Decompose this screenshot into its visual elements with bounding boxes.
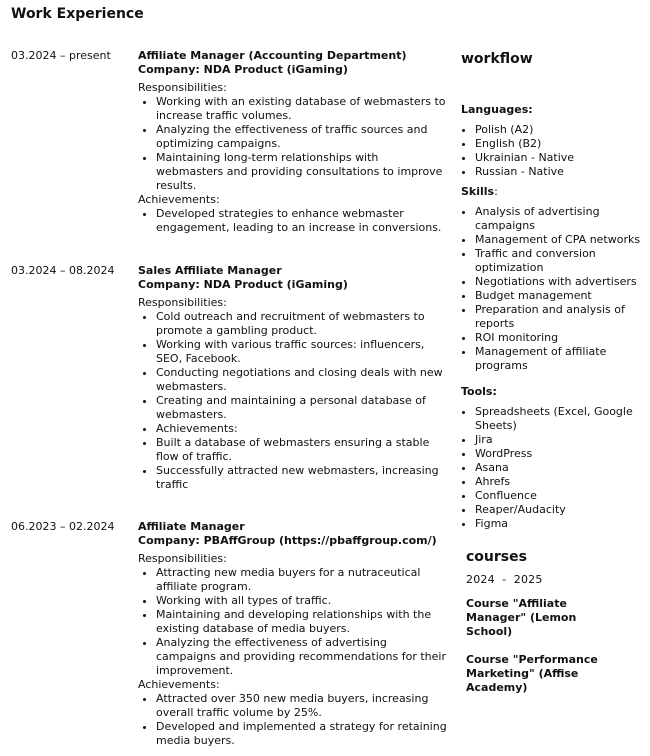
list-item: • Working with various traffic sources: influencers, SEO, Facebook. [156, 338, 448, 366]
list-item: • Negotiations with advertisers [475, 275, 650, 289]
tools-list [461, 405, 650, 531]
responsibilities-list [138, 95, 448, 193]
course-item: Course "Affiliate Manager" (Lemon School) [466, 597, 577, 638]
workflow-title: workflow [461, 51, 533, 67]
job-date: 06.2023 – 02.2024 [11, 520, 115, 533]
job-body [138, 49, 448, 235]
list-item: • Polish (A2) [475, 123, 650, 137]
course-item: Course "Performance Marketing" (Affise Academy) [466, 653, 598, 694]
list-item: • Ahrefs [475, 475, 650, 489]
work-experience-list [11, 49, 451, 748]
achievements-list [138, 692, 448, 748]
list-item: • Attracting new media buyers for a nutraceutical affiliate program. [156, 566, 448, 594]
list-item: • Working with an existing database of webmasters to increase traffic volumes. [156, 95, 448, 123]
list-item: • English (B2) [475, 137, 650, 151]
list-item: • Built a database of webmasters ensuring a stable flow of traffic. [156, 436, 448, 464]
courses-title: courses [466, 549, 527, 565]
list-item: • Working with all types of traffic. [156, 594, 448, 608]
job-company: Company: PBAffGroup (https://pbaffgroup.com/) [138, 534, 437, 547]
skills-list [461, 205, 650, 373]
list-item: • Figma [475, 517, 650, 531]
achievements-label: Achievements: [138, 193, 220, 206]
job-entry [11, 264, 451, 520]
list-item: • WordPress [475, 447, 650, 461]
list-item: • Developed strategies to enhance webmaster engagement, leading to an increase in conversions. [156, 207, 448, 235]
list-item: • Management of CPA networks [475, 233, 650, 247]
job-date: 03.2024 – 08.2024 [11, 264, 115, 277]
list-item: • Maintaining and developing relationships with the existing database of media buyers. [156, 608, 448, 636]
responsibilities-list [138, 566, 448, 678]
list-item: • Asana [475, 461, 650, 475]
job-title: Affiliate Manager [138, 520, 245, 533]
list-item: • ROI monitoring [475, 331, 650, 345]
skills-colon: : [494, 185, 498, 198]
list-item: • Russian - Native [475, 165, 650, 179]
list-item: • Management of affiliate programs [475, 345, 650, 373]
list-item: • Cold outreach and recruitment of webmasters to promote a gambling product. [156, 310, 448, 338]
courses-section [466, 549, 650, 695]
job-title: Affiliate Manager (Accounting Department) [138, 49, 407, 62]
job-entry [11, 49, 451, 264]
course-years: 2024 - 2025 [466, 573, 543, 586]
list-item: • Analyzing the effectiveness of traffic sources and optimizing campaigns. [156, 123, 448, 151]
list-item: • Analyzing the effectiveness of advertising campaigns and providing recommendations for their improvement. [156, 636, 448, 678]
list-item: • Creating and maintaining a personal database of webmasters. [156, 394, 448, 422]
list-item: • Successfully attracted new webmasters, increasing traffic [156, 464, 448, 492]
list-item: • Jira [475, 433, 650, 447]
list-item: • Conducting negotiations and closing deals with new webmasters. [156, 366, 448, 394]
job-body [138, 264, 448, 492]
responsibilities-label: Responsibilities: [138, 81, 227, 94]
list-item: • Budget management [475, 289, 650, 303]
skills-heading [461, 185, 650, 199]
responsibilities-label: Responsibilities: [138, 552, 227, 565]
page-title: Work Experience [11, 6, 144, 22]
languages-heading: Languages: [461, 103, 533, 116]
responsibilities-list [138, 310, 448, 492]
job-date: 03.2024 – present [11, 49, 111, 62]
tools-heading: Tools: [461, 385, 497, 398]
list-item: • Attracted over 350 new media buyers, increasing overall traffic volume by 25%. [156, 692, 448, 720]
job-entry [11, 520, 451, 748]
list-item: • Analysis of advertising campaigns [475, 205, 650, 233]
achievements-list [138, 207, 448, 235]
list-item: • Preparation and analysis of reports [475, 303, 650, 331]
job-body [138, 520, 448, 748]
languages-list [461, 123, 650, 179]
list-item: • Reaper/Audacity [475, 503, 650, 517]
achievements-label: Achievements: [138, 678, 220, 691]
sidebar [461, 51, 650, 695]
list-item: • Developed and implemented a strategy for retaining media buyers. [156, 720, 448, 748]
list-item: • Confluence [475, 489, 650, 503]
list-item: • Traffic and conversion optimization [475, 247, 650, 275]
responsibilities-label: Responsibilities: [138, 296, 227, 309]
list-item: • Ukrainian - Native [475, 151, 650, 165]
job-company: Company: NDA Product (iGaming) [138, 63, 348, 76]
list-item: • Achievements: [156, 422, 448, 436]
list-item: • Maintaining long-term relationships with webmasters and providing consultations to improve results. [156, 151, 448, 193]
skills-label: Skills [461, 185, 495, 198]
list-item: • Spreadsheets (Excel, Google Sheets) [475, 405, 650, 433]
job-title: Sales Affiliate Manager [138, 264, 282, 277]
job-company: Company: NDA Product (iGaming) [138, 278, 348, 291]
